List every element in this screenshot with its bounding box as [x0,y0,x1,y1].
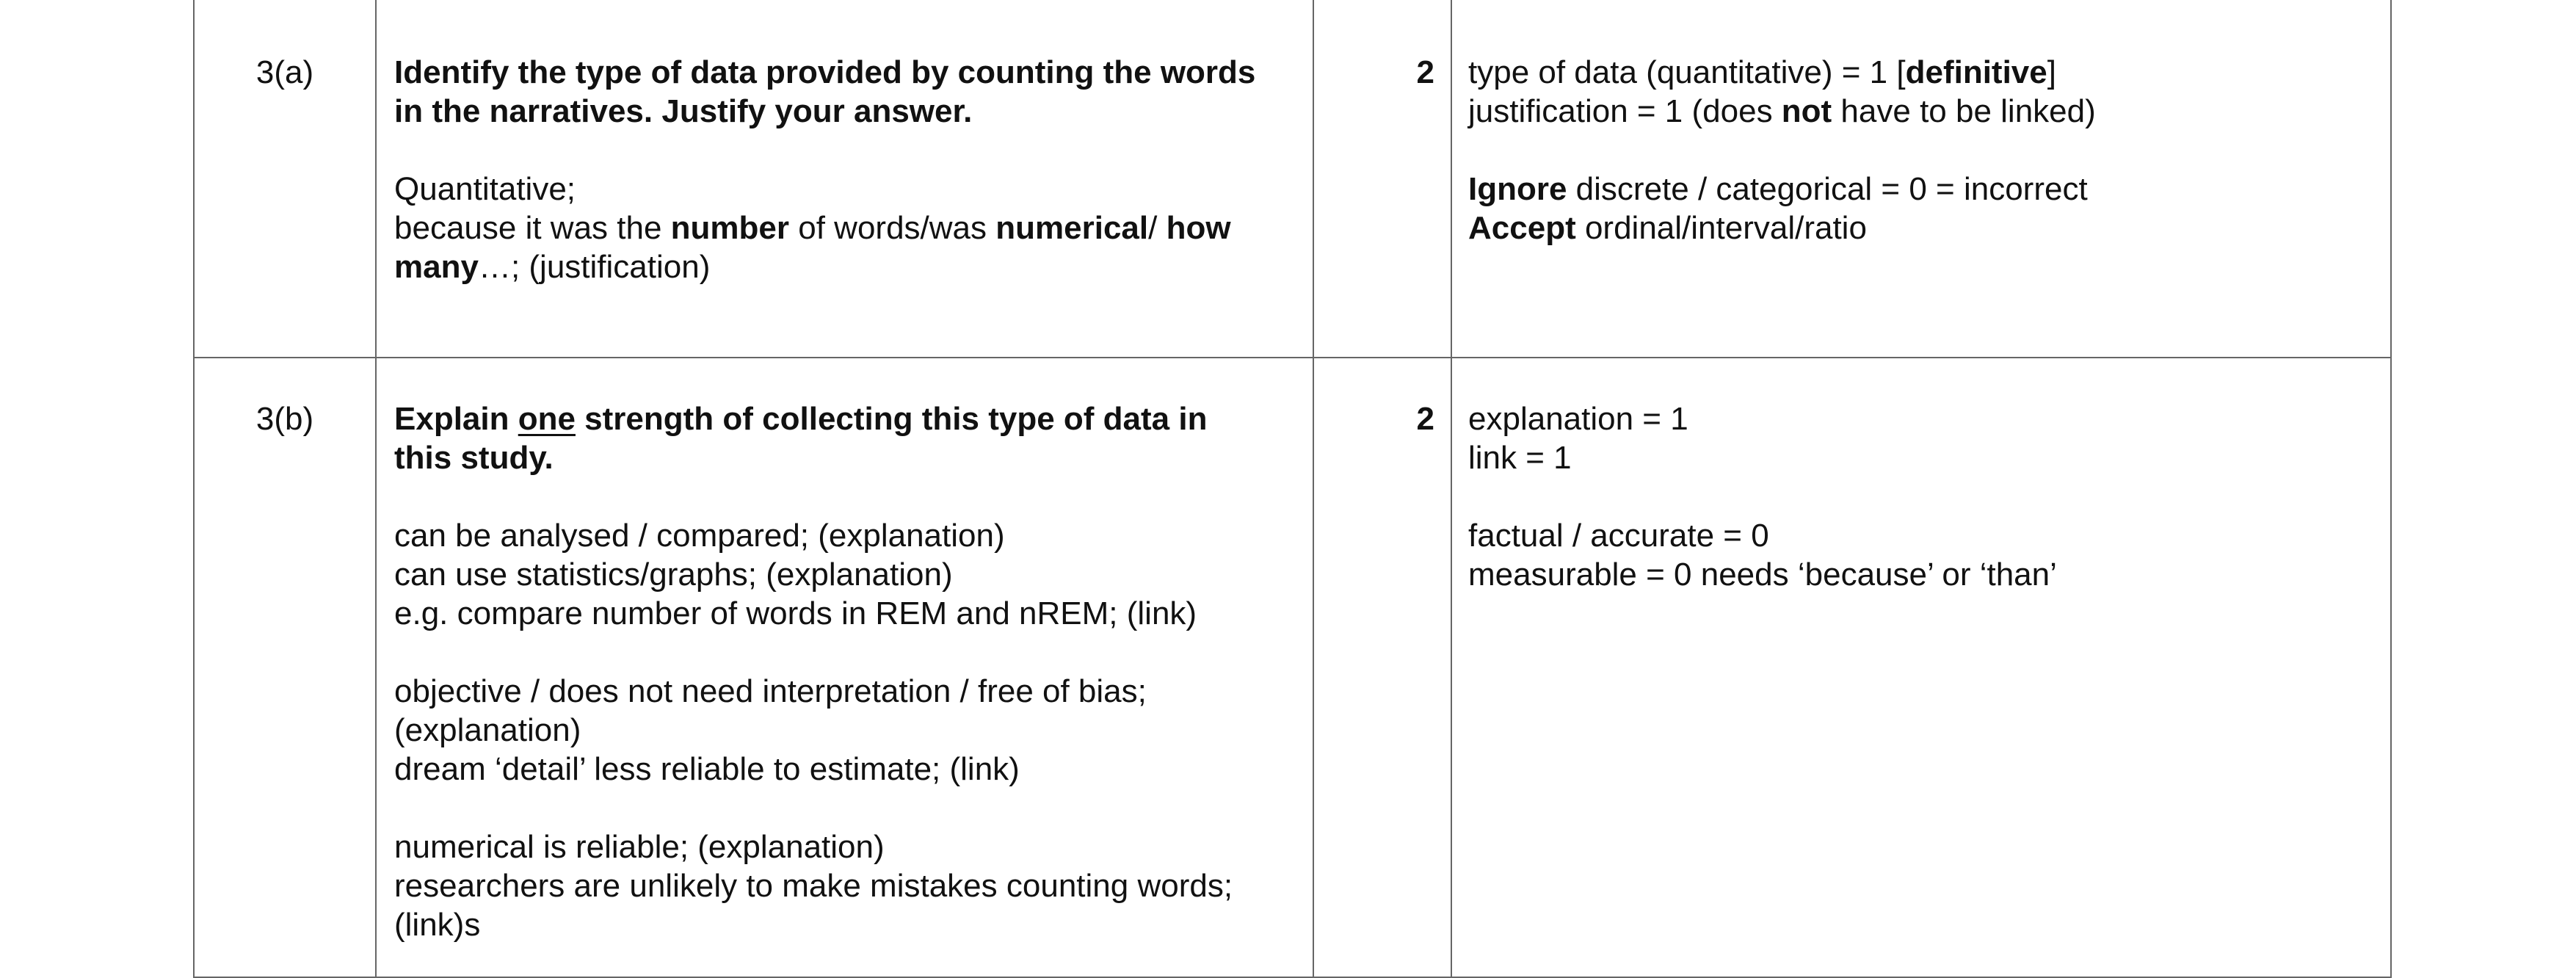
guidance-line: explanation = 1 [1468,401,1688,437]
question-number [194,0,376,358]
answer-cell [376,0,1313,358]
guidance-line: measurable = 0 needs ‘because’ or ‘than’ [1468,557,2057,593]
question-number-label: 3(b) [255,401,314,437]
answer-line: (link)s [394,907,481,943]
guidance-line: justification = 1 (does not have to be linked) [1468,93,2096,129]
guidance-cell [1451,358,2391,977]
guidance-cell [1451,0,2391,358]
answer-line: Quantitative; [394,171,576,207]
marks-value: 2 [1416,401,1434,437]
marks-cell [1313,358,1451,977]
guidance-line: Ignore discrete / categorical = 0 = incorrect [1468,171,2088,207]
question-number-label: 3(a) [255,54,314,90]
answer-line: dream ‘detail’ less reliable to estimate; (link) [394,751,1020,787]
guidance-line: factual / accurate = 0 [1468,518,1769,554]
answer-line: objective / does not need interpretation / free of bias; [394,673,1147,709]
answer-line: because it was the number of words/was numerical/ how [394,210,1231,246]
mark-scheme-table [193,0,2392,978]
question-prompt-line: in the narratives. Justify your answer. [394,93,973,129]
answer-line: researchers are unlikely to make mistakes counting words; [394,868,1233,904]
answer-line: numerical is reliable; (explanation) [394,829,885,865]
answer-line: can be analysed / compared; (explanation) [394,518,1005,554]
guidance-line: link = 1 [1468,440,1572,476]
table-row [194,0,2391,358]
question-prompt-line: Explain one strength of collecting this type of data in [394,401,1208,437]
answer-line: can use statistics/graphs; (explanation) [394,557,953,593]
marks-value: 2 [1416,54,1434,90]
question-number [194,358,376,977]
question-prompt-line: this study. [394,440,554,476]
question-prompt-line: Identify the type of data provided by counting the words [394,54,1256,90]
answer-line: (explanation) [394,712,581,748]
table-row [194,358,2391,977]
answer-cell [376,358,1313,977]
marks-cell [1313,0,1451,358]
guidance-line: Accept ordinal/interval/ratio [1468,210,1867,246]
guidance-line: type of data (quantitative) = 1 [definitive] [1468,54,2056,90]
answer-line: many…; (justification) [394,249,711,285]
answer-line: e.g. compare number of words in REM and nREM; (link) [394,595,1197,631]
